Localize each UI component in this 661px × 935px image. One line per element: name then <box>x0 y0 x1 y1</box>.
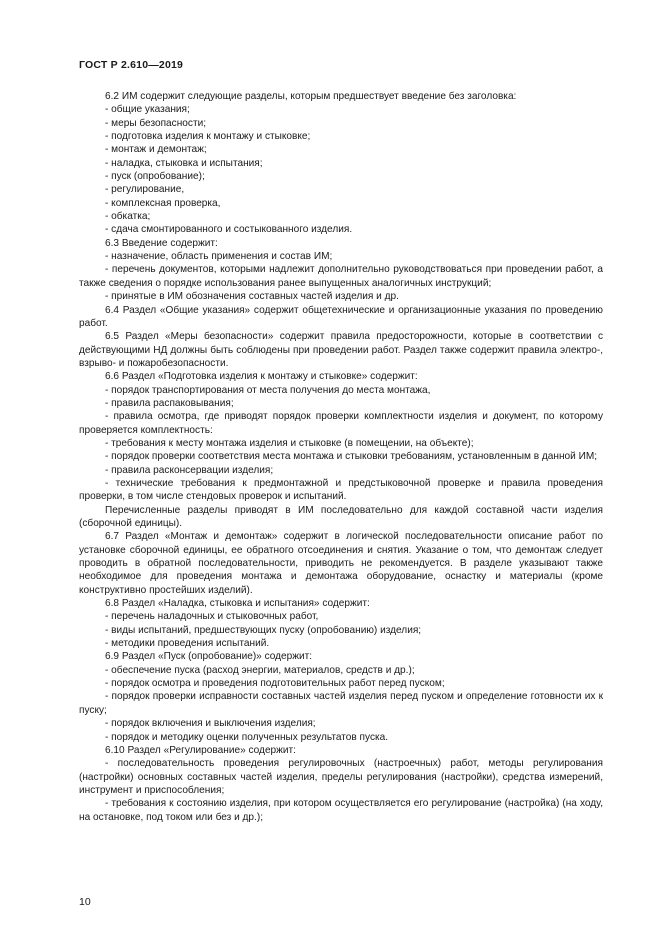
list-item: - назначение, область применения и состав ИМ; <box>105 251 333 263</box>
list-item: - порядок и методику оценки полученных результатов пуска. <box>105 731 389 743</box>
list-item: - порядок проверки соответствия места монтажа и стыковки требованиям, установленным в данной ИМ; <box>105 451 598 463</box>
list-item: - перечень документов, которыми надлежит дополнительно руководствоваться при проведении работ, а также сведения о порядке использования ранее выпущенных аналогичных инструкций; <box>79 264 603 289</box>
list-item: - монтаж и демонтаж; <box>105 144 207 156</box>
paragraph: 6.5 Раздел «Меры безопасности» содержит правила предосторожности, которые в соответствии с действующими НД должны быть соблюдены при проведении работ. Раздел также содержит правила электро-, взрыво- и пожаробезопасности. <box>79 331 603 369</box>
paragraph: 6.7 Раздел «Монтаж и демонтаж» содержит в логической последовательности описание работ по установке сборочной единицы, ее обратного отсоединения и снятия. Указание о том, что демонтаж следует проводить в обратной последовательности, приводить не рекомендуется. В разделе указывают также необходимое для проведения монтажа и демонтажа оборудование, оснастку и материалы (кроме конструктивно простейших изделий). <box>79 531 603 596</box>
list-item: - правила расконсервации изделия; <box>105 464 274 476</box>
paragraph: 6.10 Раздел «Регулирование» содержит: <box>105 744 296 756</box>
list-item: - сдача смонтированного и состыкованного изделия. <box>105 224 353 236</box>
list-item: - меры безопасности; <box>105 117 207 129</box>
list-item: - принятые в ИМ обозначения составных частей изделия и др. <box>105 291 399 303</box>
list-item: - регулирование, <box>105 184 185 196</box>
document-header: ГОСТ Р 2.610—2019 <box>79 59 184 71</box>
paragraph: 6.9 Раздел «Пуск (опробование)» содержит: <box>105 651 313 663</box>
list-item: - последовательность проведения регулировочных (настроечных) работ, методы регулирования (настройки) основных составных частей изделия, пределы регулирования (настройки), средства измерений, инструмент и приспособления; <box>79 758 603 796</box>
list-item: - комплексная проверка, <box>105 197 221 209</box>
paragraph: 6.2 ИМ содержит следующие разделы, которым предшествует введение без заголовка: <box>105 91 517 102</box>
paragraph: 6.4 Раздел «Общие указания» содержит общетехнические и организационные указания по проведению работ. <box>79 304 603 329</box>
list-item: - порядок осмотра и проведения подготовительных работ перед пуском; <box>105 678 445 690</box>
list-item: - порядок транспортирования от места получения до места монтажа, <box>105 384 431 396</box>
list-item: - порядок включения и выключения изделия; <box>105 718 316 730</box>
list-item: - правила осмотра, где приводят порядок проверки комплектности изделия и документ, по которому проверяется комплектность: <box>79 411 603 436</box>
list-item: - общие указания; <box>105 104 190 116</box>
list-item: - требования к месту монтажа изделия и стыковке (в помещении, на объекте); <box>105 437 474 449</box>
list-item: - наладка, стыковка и испытания; <box>105 157 263 169</box>
list-item: - порядок проверки исправности составных частей изделия перед пуском и определение готовности их к пуску; <box>79 691 603 716</box>
paragraph: 6.6 Раздел «Подготовка изделия к монтажу и стыковке» содержит: <box>105 371 418 383</box>
list-item: - правила распаковывания; <box>105 397 234 409</box>
paragraph: Перечисленные разделы приводят в ИМ последовательно для каждой составной части изделия (сборочной единицы). <box>79 504 603 529</box>
list-item: - технические требования к предмонтажной и предстыковочной проверке и правила проведения проверки, в том числе стендовых проверок и испытаний. <box>79 477 603 503</box>
list-item: - пуск (опробование); <box>105 171 205 183</box>
paragraph: 6.3 Введение содержит: <box>105 237 218 249</box>
page-number: 10 <box>79 896 91 908</box>
list-item: - методики проведения испытаний. <box>105 638 270 650</box>
list-item: - виды испытаний, предшествующих пуску (опробованию) изделия; <box>105 624 422 636</box>
list-item: - требования к состоянию изделия, при котором осуществляется его регулирование (настройка) (на ходу, на остановке, под током или без и др.); <box>79 798 603 823</box>
paragraph: 6.8 Раздел «Наладка, стыковка и испытания» содержит: <box>105 598 370 610</box>
list-item: - обкатка; <box>105 211 151 223</box>
list-item: - подготовка изделия к монтажу и стыковке; <box>105 131 311 143</box>
list-item: - обеспечение пуска (расход энергии, материалов, средств и др.); <box>105 664 415 676</box>
list-item: - перечень наладочных и стыковочных работ, <box>105 611 319 623</box>
document-body <box>79 90 603 824</box>
